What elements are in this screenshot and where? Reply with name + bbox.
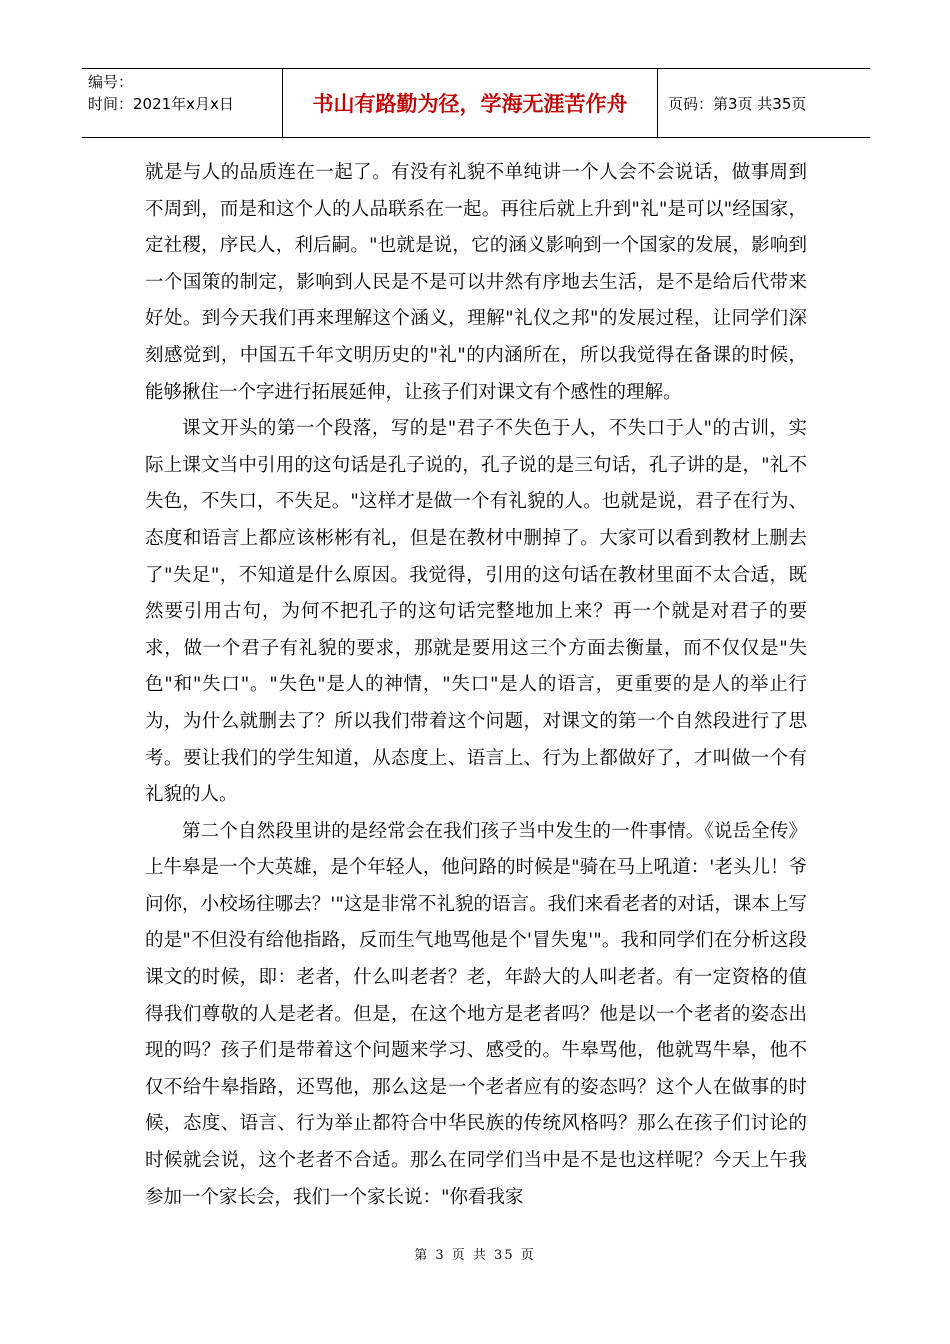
paragraph: 就是与人的品质连在一起了。有没有礼貌不单纯讲一个人会不会说话，做事周到不周到，而是和这个人的人品联系在一起。再往后就上升到"礼"是可以"经国家，定社稷，序民人，利后嗣。"也就是说，它的涵义影响到一个国家的发展，影响到一个国策的制定，影响到人民是不是可以井然有序地去生活，是不是给后代带来好处。到今天我们再来理解这个涵义，理解"礼仪之邦"的发展过程，让同学们深刻感觉到，中国五千年文明历史的"礼"的内涵所在，所以我觉得在备课的时候，能够揪住一个字进行拓展延伸，让孩子们对课文有个感性的理解。: [145, 162, 807, 403]
paragraph: 课文开头的第一个段落，写的是"君子不失色于人，不失口于人"的古训，实际上课文当中引用的这句话是孔子说的，孔子说的是三句话，孔子讲的是，"礼不失色，不失口，不失足。"这样才是做一个有礼貌的人。也就是说，君子在行为、态度和语言上都应该彬彬有礼，但是在教材中删掉了。大家可以看到教材上删去了"失足"，不知道是什么原因。我觉得，引用的这句话在教材里面不太合适，既然要引用古句，为何不把孔子的这句话完整地加上来？再一个就是对君子的要求，做一个君子有礼貌的要求，那就是要用这三个方面去衡量，而不仅仅是"失色"和"失口"。"失色"是人的神情，"失口"是人的语言，更重要的是人的举止行为，为什么就删去了？所以我们带着这个问题，对课文的第一个自然段进行了思考。要让我们的学生知道，从态度上、语言上、行为上都做好了，才叫做一个有礼貌的人。: [145, 418, 807, 806]
paragraph: 第二个自然段里讲的是经常会在我们孩子当中发生的一件事情。《说岳全传》上牛皋是一个大英雄，是个年轻人，他问路的时候是"骑在马上吼道：'老头儿！爷问你，小校场往哪去？'"这是非常不礼貌的语言。我们来看老者的对话，课本上写的是"不但没有给他指路，反而生气地骂他是个'冒失鬼'"。我和同学们在分析这段课文的时候，即：老者，什么叫老者？老，年龄大的人叫老者。有一定资格的值得我们尊敬的人是老者。但是，在这个地方是老者吗？他是以一个老者的姿态出现的吗？孩子们是带着这个问题来学习、感受的。牛皋骂他，他就骂牛皋，他不仅不给牛皋指路，还骂他，那么这是一个老者应有的姿态吗？这个人在做事的时候，态度、语言、行为举止都符合中华民族的传统风格吗？那么在孩子们讨论的时候就会说，这个老者不合适。那么在同学们当中是不是也这样呢？今天上午我参加一个家长会，我们一个家长说："你看我家: [145, 820, 807, 1208]
header-meta: [82, 69, 282, 137]
serial-label: 编号：: [88, 73, 134, 91]
header-motto: 书山有路勤为径，学海无涯苦作舟: [282, 69, 658, 137]
header-page-info: 页码：第3页 共35页: [668, 94, 807, 113]
page-footer: 第 3 页 共 35 页: [414, 1248, 536, 1263]
document-header: [82, 68, 870, 138]
date-label: 时间：2021年x月x日: [88, 95, 234, 113]
document-body: [145, 155, 807, 1216]
